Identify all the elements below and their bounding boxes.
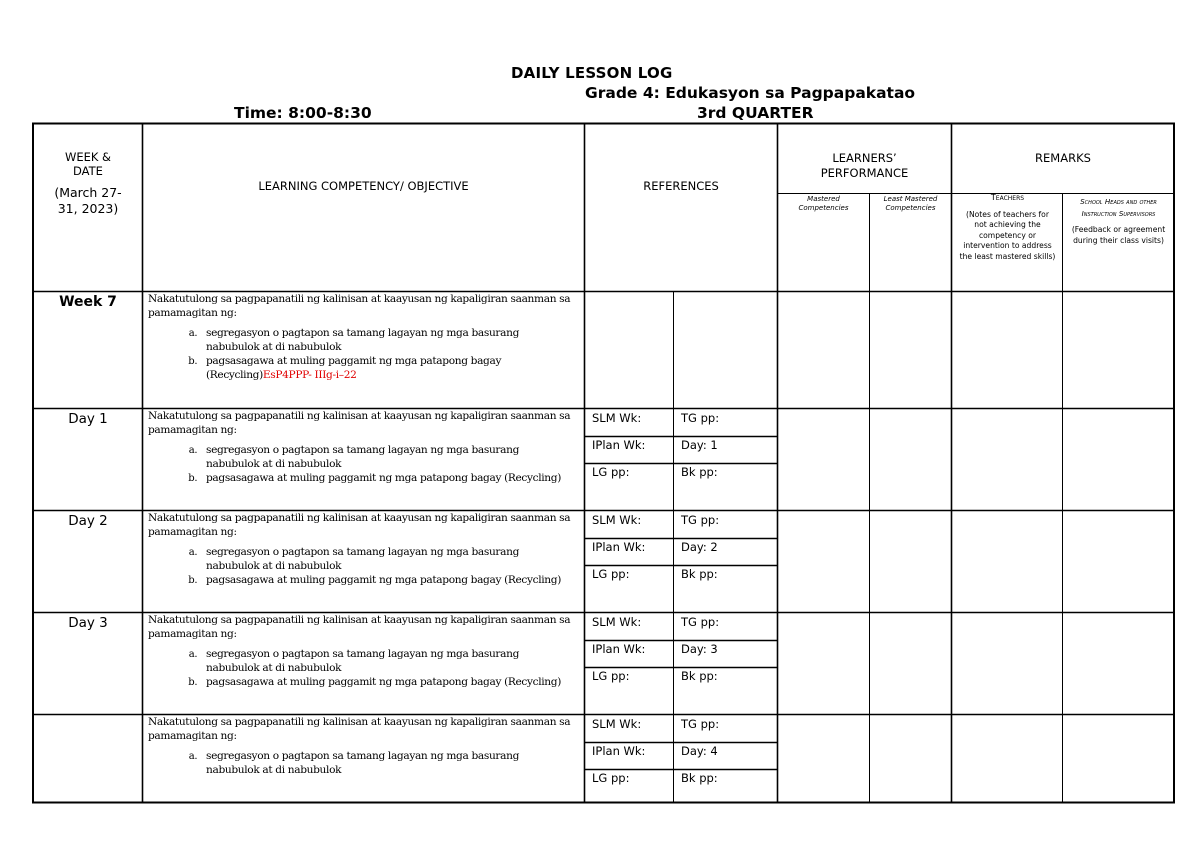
teachers-title: Teachers <box>990 193 1025 202</box>
objective-item-a: a. segregasyon o pagtapon sa tamang lagayan ng mga basurang nabubulok at di nabubulok <box>200 326 580 354</box>
bk-pages-field[interactable]: Bk pp: <box>681 567 718 581</box>
day-label: Day 3 <box>68 615 108 631</box>
heads-remarks-header <box>1063 196 1174 246</box>
objective-item-a: a. segregasyon o pagtapon sa tamang lagayan ng mga basurang nabubulok at di nabubulok <box>200 443 580 471</box>
day-objective <box>148 613 580 689</box>
teachers-note: (Notes of teachers for not achieving the competency or intervention to address the least mastered skills) <box>959 209 1056 261</box>
least-mastered-header: Least Mastered Competencies <box>883 195 938 212</box>
day-number-field[interactable]: Day: 4 <box>681 744 718 758</box>
heads-title: School Heads and other Instruction Supervisors <box>1080 197 1157 218</box>
quarter-label: 3rd QUARTER <box>697 104 814 122</box>
day-number-field[interactable]: Day: 1 <box>681 438 718 452</box>
objective-lead: Nakatutulong sa pagpapanatili ng kalinisan at kaayusan ng kapaligiran saanman sa pamamagitan ng: <box>148 614 571 640</box>
competency-code: EsP4PPP- IIIg-i–22 <box>262 369 357 381</box>
week-objective <box>148 292 580 382</box>
grade-subject: Grade 4: Edukasyon sa Pagpapakatao <box>585 84 916 102</box>
date-range: (March 27-31, 2023) <box>54 185 122 216</box>
day-objective <box>148 511 580 587</box>
week-label: Week 7 <box>59 294 117 310</box>
day-objective <box>148 715 580 777</box>
objective-item-b: b. pagsasagawa at muling paggamit ng mga patapong bagay (Recycling) <box>200 573 580 587</box>
week-date-label: WEEK & DATE <box>64 150 112 178</box>
tg-pages-field[interactable]: TG pp: <box>681 717 720 731</box>
bk-pages-field[interactable]: Bk pp: <box>681 771 718 785</box>
mastered-competencies-header: Mastered Competencies <box>798 195 849 212</box>
objective-item-a: a. segregasyon o pagtapon sa tamang lagayan ng mga basurang nabubulok at di nabubulok <box>200 749 580 777</box>
iplan-week-field[interactable]: IPlan Wk: <box>592 540 646 554</box>
objective-lead: Nakatutulong sa pagpapanatili ng kalinisan at kaayusan ng kapaligiran saanman sa pamamagitan ng: <box>148 410 571 436</box>
objective-item-b-text: pagsasagawa at muling paggamit ng mga patapong bagay (Recycling) <box>206 355 502 381</box>
day-number-field[interactable]: Day: 2 <box>681 540 718 554</box>
slm-week-field[interactable]: SLM Wk: <box>592 717 642 731</box>
tg-pages-field[interactable]: TG pp: <box>681 513 720 527</box>
slm-week-field[interactable]: SLM Wk: <box>592 411 642 425</box>
objective-item-a: a. segregasyon o pagtapon sa tamang lagayan ng mga basurang nabubulok at di nabubulok <box>200 647 580 675</box>
objective-lead: Nakatutulong sa pagpapanatili ng kalinisan at kaayusan ng kapaligiran saanman sa pamamagitan ng: <box>148 293 571 319</box>
heads-note: (Feedback or agreement during their class visits) <box>1071 225 1166 245</box>
iplan-week-field[interactable]: IPlan Wk: <box>592 744 646 758</box>
bk-pages-field[interactable]: Bk pp: <box>681 465 718 479</box>
competency-header: LEARNING COMPETENCY/ OBJECTIVE <box>258 179 469 193</box>
iplan-week-field[interactable]: IPlan Wk: <box>592 642 646 656</box>
lg-pages-field[interactable]: LG pp: <box>592 669 630 683</box>
week-date-header <box>34 150 142 217</box>
objective-lead: Nakatutulong sa pagpapanatili ng kalinisan at kaayusan ng kapaligiran saanman sa pamamagitan ng: <box>148 716 571 742</box>
remarks-header: REMARKS <box>1035 151 1091 165</box>
objective-item-b: b. pagsasagawa at muling paggamit ng mga patapong bagay (Recycling) <box>200 471 580 485</box>
lg-pages-field[interactable]: LG pp: <box>592 465 630 479</box>
objective-item-a: a. segregasyon o pagtapon sa tamang lagayan ng mga basurang nabubulok at di nabubulok <box>200 545 580 573</box>
page-title: DAILY LESSON LOG <box>511 64 673 82</box>
slm-week-field[interactable]: SLM Wk: <box>592 615 642 629</box>
day-label: Day 2 <box>68 513 108 529</box>
lg-pages-field[interactable]: LG pp: <box>592 567 630 581</box>
day-label: Day 1 <box>68 411 108 427</box>
learners-performance-header: LEARNERS’ PERFORMANCE <box>820 151 909 180</box>
tg-pages-field[interactable]: TG pp: <box>681 615 720 629</box>
objective-item-b: b. pagsasagawa at muling paggamit ng mga patapong bagay (Recycling) <box>200 675 580 689</box>
tg-pages-field[interactable]: TG pp: <box>681 411 720 425</box>
objective-item-b <box>200 354 580 382</box>
teachers-remarks-header <box>953 193 1062 262</box>
bk-pages-field[interactable]: Bk pp: <box>681 669 718 683</box>
objective-lead: Nakatutulong sa pagpapanatili ng kalinisan at kaayusan ng kapaligiran saanman sa pamamagitan ng: <box>148 512 571 538</box>
references-header: REFERENCES <box>643 179 719 193</box>
slm-week-field[interactable]: SLM Wk: <box>592 513 642 527</box>
lg-pages-field[interactable]: LG pp: <box>592 771 630 785</box>
class-time: Time: 8:00-8:30 <box>234 104 372 122</box>
day-objective <box>148 409 580 485</box>
day-number-field[interactable]: Day: 3 <box>681 642 718 656</box>
iplan-week-field[interactable]: IPlan Wk: <box>592 438 646 452</box>
